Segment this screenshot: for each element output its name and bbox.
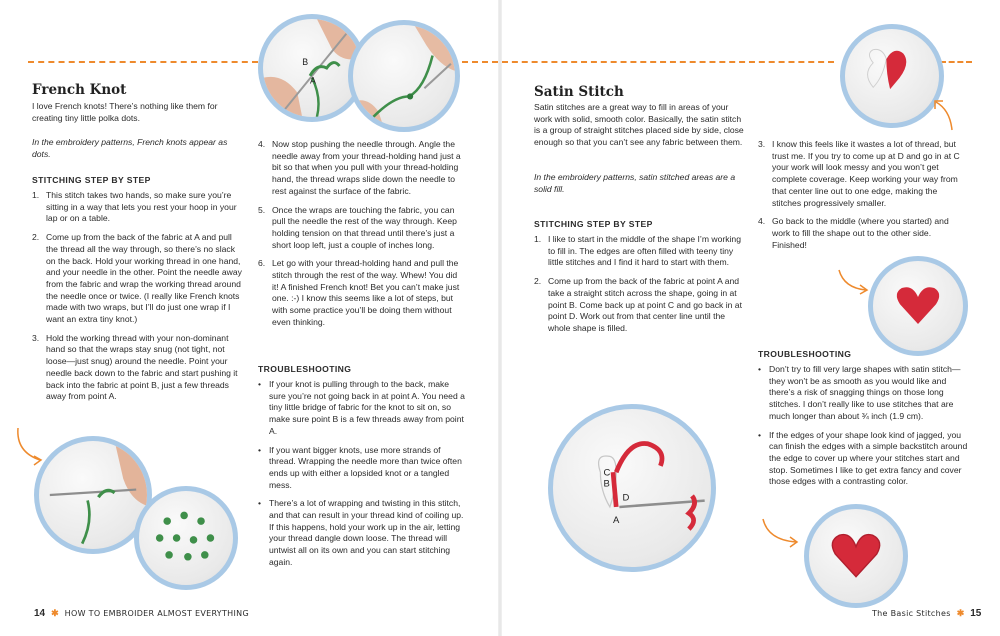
steps-list-col2 [758,139,968,258]
dashed-divider-left-a [28,61,258,63]
troubleshooting-list [758,364,968,495]
page-number: 15 [970,608,982,619]
asterisk-icon: ✱ [956,608,965,618]
curved-arrow-icon [836,266,870,296]
steps-heading: STITCHING STEP BY STEP [32,175,151,185]
curved-arrow-icon [760,516,800,548]
asterisk-icon: ✱ [51,608,59,618]
photo-french-knot-dots [134,486,238,590]
label-b: B [302,57,309,68]
steps-list-col2 [258,139,466,336]
svg-text:B: B [603,478,610,490]
troubleshooting-item: • If the edges of your shape look kind of jagged, you can finish the edges with a simple backstitch around the edge to cover up where your stitches start and stop. Sometimes I like to get extra fancy and cover those edges with a contrasting color. [758,430,968,489]
french-knot-title: French Knot [32,82,127,98]
photo-satin-stitch-start [548,404,716,572]
label-a: A [310,75,316,86]
left-footer [34,608,249,619]
svg-text:A: A [613,514,620,526]
steps-list-col1 [32,190,246,410]
photo-heart-filled [868,256,968,356]
french-knot-pattern-note: In the embroidery patterns, French knots appear as dots. [32,137,228,159]
photo-heart-outlined [804,504,908,608]
dashed-divider-right-b [940,61,972,63]
svg-text:D: D [622,492,630,504]
french-knot-intro: I love French knots! There’s nothing like them for creating tiny little polka dots. [32,101,218,123]
troubleshooting-heading: TROUBLESHOOTING [258,364,352,374]
step-item: 3. Hold the working thread with your non-dominant hand so that the wraps stay snug (not tight, not loose—just snug) around the needle. Point your needle back down to the fabric and start pushing it back into the fabric at point B, just a few threads away from point A. [32,332,238,402]
steps-heading: STITCHING STEP BY STEP [534,219,653,229]
step-item: 3. I know this feels like it wastes a lot of thread, but trust me. If you try to come up at D and go in at C your work will look messy and you won’t get complete coverage. Keep working your way from that center line out to one edge, making the stitches progressively smaller. [758,139,960,208]
step-item: 5. Once the wraps are touching the fabric, you can pull the needle the rest of the way through. Keep holding tension on that thread until there’s just a short loop left, just a couple of inches long. [258,204,457,250]
satin-stitch-title: Satin Stitch [534,84,624,100]
photo-heart-half [840,24,944,128]
troubleshooting-list [258,379,466,576]
troubleshooting-item: • If your knot is pulling through to the back, make sure you’re not going back in at point A. You need a tiny little bridge of fabric for the knot to sit on, so make sure point B is a few threads away from point A. [258,379,466,438]
step-item: 6. Let go with your thread-holding hand and pull the stitch through the rest of the way. Whew! You did it! A finished French knot! Bet you can’t make just one. :-) I know this seems like a lot of steps, but with some practice you’ll be doing them without even thinking. [258,258,460,327]
photo-french-knot-pull [348,20,460,132]
step-item: 2. Come up from the back of the fabric at point A and take a straight stitch across the shape, going in at point B. Come back up at point C and go back in at point D. Work out from that center line until the whole shape is filled. [534,276,742,333]
step-item: 1. This stitch takes two hands, so make sure you’re sitting in a way that lets you rest your hoop in your lap or on a table. [32,190,237,224]
book-title: HOW TO EMBROIDER ALMOST EVERYTHING [64,609,249,618]
satin-stitch-pattern-note: In the embroidery patterns, satin stitched areas are a solid fill. [534,172,736,194]
troubleshooting-item: • If you want bigger knots, use more strands of thread. Wrapping the needle more than twice often ends up with either a lopsided knot or a tangled mess. [258,445,466,492]
dashed-divider-left-b [462,61,498,63]
right-footer [872,608,981,619]
troubleshooting-heading: TROUBLESHOOTING [758,349,852,359]
section-title: The Basic Stitches [872,609,951,618]
steps-list-col1 [534,234,746,342]
page-number: 14 [34,608,46,619]
step-item: 4. Go back to the middle (where you started) and work to fill the shape out to the other side. Finished! [758,216,949,250]
satin-stitch-intro: Satin stitches are a great way to fill in areas of your work with solid, smooth color. Basically, the satin stitch is a group of straight stitches placed side by side, close enough so that you can’t see any fabric between them. [534,102,744,148]
dashed-divider-right-a [502,61,834,63]
page-gutter [498,0,502,636]
step-item: 2. Come up from the back of the fabric at A and pull the thread all the way through, so there’s no slack on the back. Hold your working thread in one hand, and your needle in the other. Point the needle away from the fabric and wrap the working thread around the needle once or twice. (I really like French knots made with two wraps, but I’ll do just one wrap if I want an extra tiny knot.) [32,232,242,325]
step-item: 4. Now stop pushing the needle through. Angle the needle away from your thread-holding hand just a bit so that when you pull with your thread-holding hand, the thread wraps slide down the needle to rest against the surface of the fabric. [258,139,461,196]
svg-text:C: C [603,467,611,479]
curved-arrow-icon [930,96,956,132]
troubleshooting-item: • Don’t try to fill very large shapes with satin stitch—they won’t be as smooth as you would like and there’s a risk of snagging things on those long stitches. I don’t really like to use stitches that are much longer than about ¾ inch (1.9 cm). [758,364,968,423]
troubleshooting-item: • There’s a lot of wrapping and twisting in this stitch, and that can result in your thread kind of coiling up. If this happens, hold your work up in the air, letting your thread dangle down loose. The thread will untwist all on its own and you can start stitching again. [258,498,466,568]
step-item: 1. I like to start in the middle of the shape I’m working to fill in. The edges are often filled with teeny tiny little stitches and I find it hard to start with them. [534,234,741,268]
